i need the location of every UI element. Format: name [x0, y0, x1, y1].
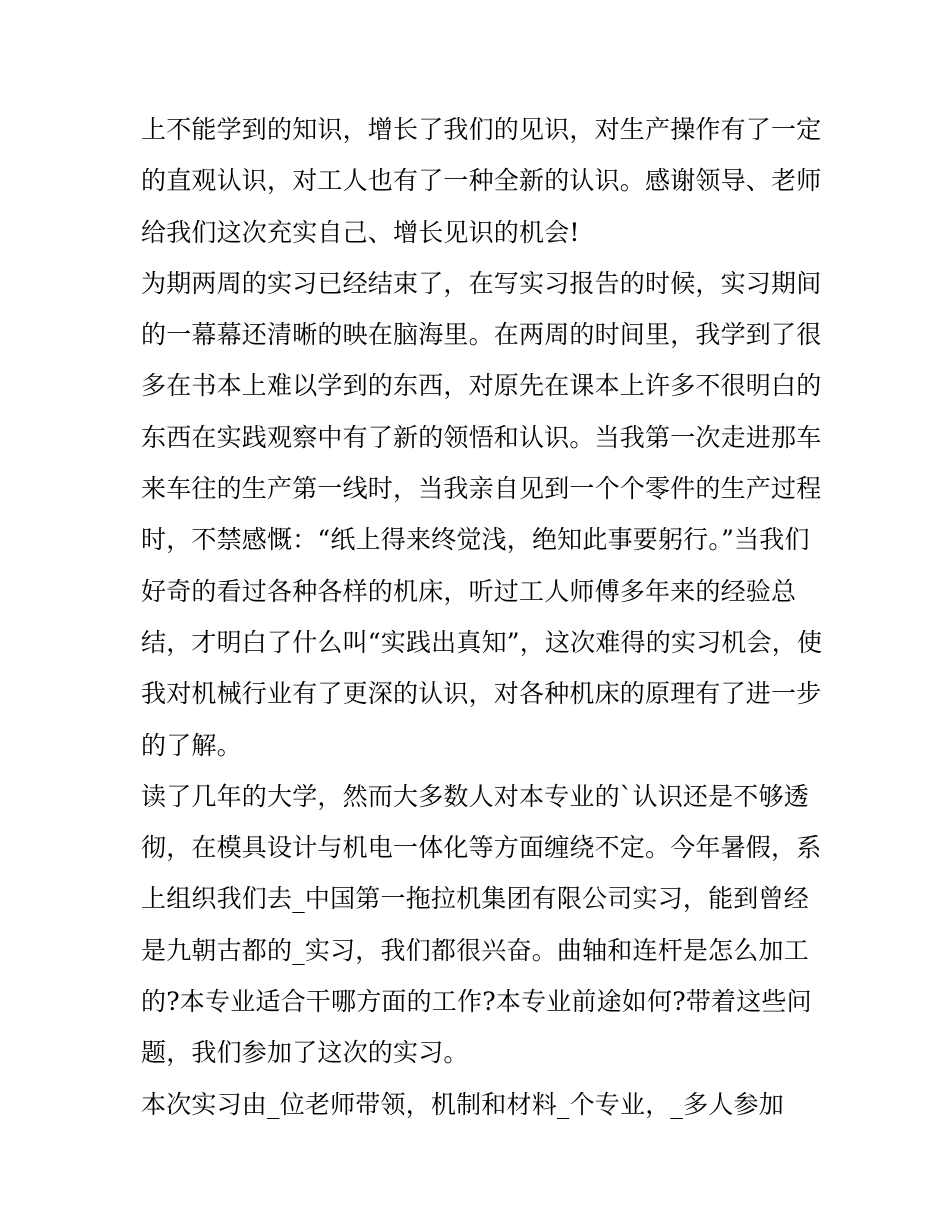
text-line: 题，我们参加了这次的实习。 — [141, 1038, 469, 1068]
text-line: 的了解。 — [141, 730, 242, 760]
text-line: 的一幕幕还清晰的映在脑海里。在两周的时间里，我学到了很 — [141, 320, 822, 350]
text-line: 来车往的生产第一线时，当我亲自见到一个个零件的生产过程 — [141, 474, 822, 504]
text-line: 为期两周的实习已经结束了，在写实习报告的时候，实习期间 — [141, 268, 822, 298]
text-line: 的?本专业适合干哪方面的工作?本专业前途如何?带着这些问 — [141, 987, 812, 1017]
text-line: 好奇的看过各种各样的机床，听过工人师傅多年来的经验总 — [141, 576, 797, 606]
text-line: 是九朝古都的_实习，我们都很兴奋。曲轴和连杆是怎么加工 — [141, 935, 809, 965]
document-body — [141, 104, 821, 1130]
text-line: 读了几年的大学，然而大多数人对本专业的`认识还是不够透 — [141, 781, 809, 811]
text-line: 上不能学到的知识，增长了我们的见识，对生产操作有了一定 — [141, 115, 822, 144]
text-line: 多在书本上难以学到的东西，对原先在课本上许多不很明白的 — [141, 371, 822, 401]
text-line: 东西在实践观察中有了新的领悟和认识。当我第一次走进那车 — [141, 422, 822, 452]
text-line: 我对机械行业有了更深的认识，对各种机床的原理有了进一步 — [141, 679, 822, 709]
text-line: 彻，在模具设计与机电一体化等方面缠绕不定。今年暑假，系 — [141, 833, 822, 863]
text-line: 时，不禁感慨：“纸上得来终觉浅，绝知此事要躬行。”当我们 — [141, 525, 810, 555]
text-line: 结，才明白了什么叫“实践出真知”，这次难得的实习机会，使 — [141, 627, 823, 657]
text-line: 的直观认识，对工人也有了一种全新的认识。感谢领导、老师 — [141, 166, 822, 196]
text-line: 本次实习由_位老师带领，机制和材料_个专业，_多人参加 — [141, 1089, 784, 1119]
text-line: 给我们这次充实自己、增长见识的机会! — [141, 217, 580, 247]
text-line: 上组织我们去_中国第一拖拉机集团有限公司实习，能到曾经 — [141, 884, 809, 914]
